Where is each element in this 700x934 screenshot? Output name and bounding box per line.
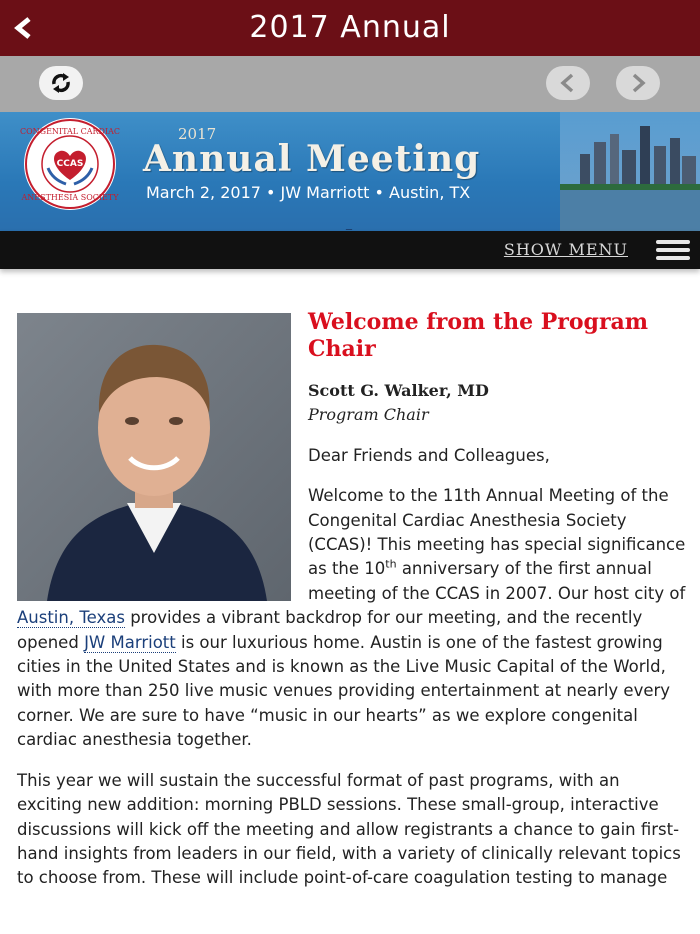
austin-texas-link[interactable]: Austin, Texas [17, 608, 125, 628]
paragraph-2: This year we will sustain the successful format of past programs, with an exciting new addition: morning PBLD sessions. These small-group, interactive discussions will kick off the meeting and allow registrants a chance to gain first-hand insights from leaders in our field, with a variety of clinically relevant topics to choose from. These will include point-of-care coagulation testing to manage [17, 770, 681, 888]
refresh-button[interactable] [39, 66, 83, 100]
hamburger-menu-icon[interactable] [656, 240, 690, 262]
p1-superscript: th [385, 557, 397, 571]
menu-bar [0, 231, 700, 269]
page-title: 2017 Annual [249, 10, 451, 45]
title-bar [0, 0, 700, 56]
banner-subline: March 2, 2017 • JW Marriott • Austin, TX [146, 183, 471, 202]
seal-top-text: CONGENITAL CARDIAC [20, 127, 120, 136]
author-role: Program Chair [308, 405, 429, 425]
p1-text-b: anniversary of the first annual meeting of the CCAS in 2007. Our host city of [308, 559, 686, 603]
ccas-logo [8, 116, 132, 212]
previous-button[interactable] [546, 66, 590, 100]
program-chair-photo [17, 313, 291, 601]
p1-text-a: Welcome to the 11th Annual Meeting of the Congenital Cardiac Anesthesia Society (CCAS)! This meeting has special significance as the [308, 486, 686, 579]
next-button[interactable] [616, 66, 660, 100]
p1-number: 10 [364, 559, 386, 579]
refresh-icon [48, 72, 74, 94]
austin-skyline-image [560, 112, 700, 231]
p1-text-c: provides a vibrant backdrop for our meeting, and the recently opened [17, 608, 643, 652]
banner-year: 2017 [178, 125, 217, 143]
banner-underscore: _ [346, 216, 352, 230]
chevron-right-icon [629, 73, 647, 93]
show-menu-link[interactable]: SHOW MENU [503, 240, 628, 259]
chevron-left-icon [559, 73, 577, 93]
toolbar [0, 56, 700, 112]
author-name: Scott G. Walker, MD [308, 381, 489, 400]
jw-marriott-link[interactable]: JW Marriott [84, 632, 176, 652]
event-banner [0, 112, 700, 231]
p1-text-d: is our luxurious home. Austin is one of the fastest growing cities in the United States and is known as the Live Music Capital of the World, with more than 250 live music venues providing entertainment at nearly every corner. We are sure to have “music in our hearts” as we explore congenital cardiac anesthesia together. [17, 632, 671, 750]
article [17, 309, 687, 891]
seal-center-text: CCAS [56, 159, 84, 169]
seal-bottom-text: ANESTHESIA SOCIETY [21, 193, 119, 202]
banner-headline: Annual Meeting [143, 138, 481, 180]
salutation: Dear Friends and Colleagues, [308, 445, 550, 465]
article-heading: Welcome from the Program Chair [308, 309, 649, 362]
